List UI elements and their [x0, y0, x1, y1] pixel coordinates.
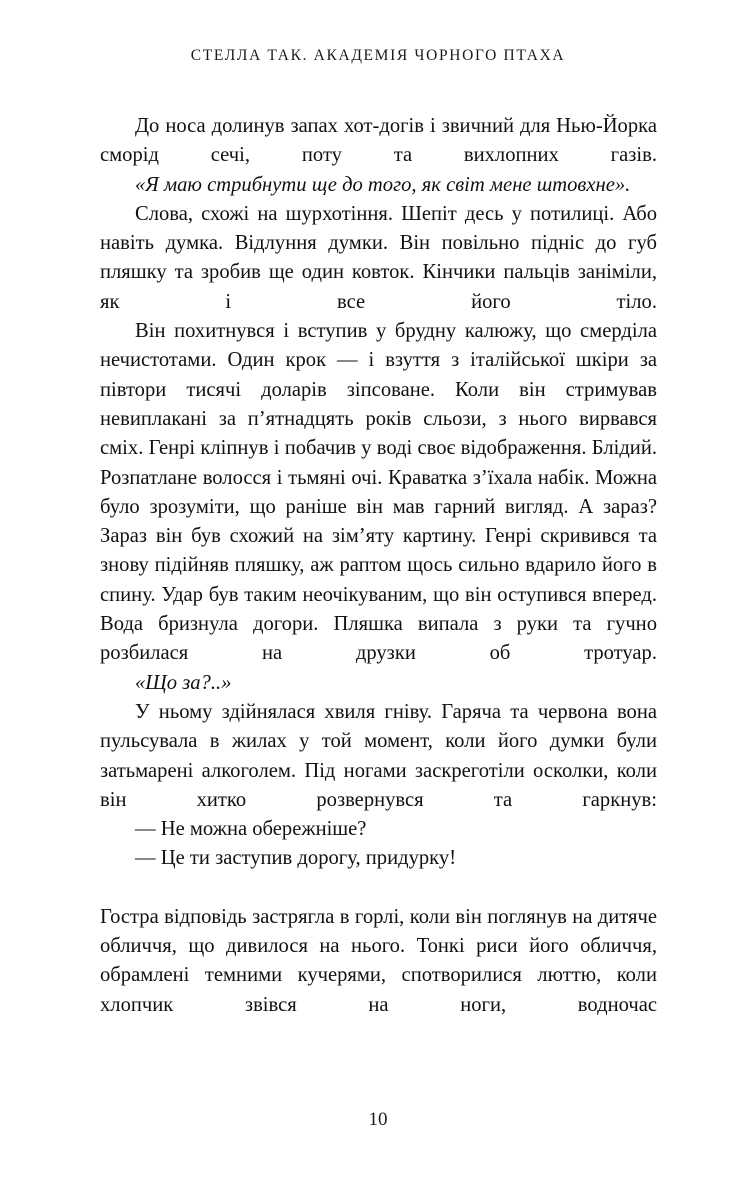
paragraph-4: Він похитнувся і вступив у брудну калюжу, що смерділа нечистотами. Один крок — і взуття з італійської шкіри за півтори тисячі доларів зіпсоване. Коли він стримував невиплакані за п’ятнадцять років сльози, з нього вирвався сміх. Генрі кліпнув і побачив у воді своє відображення. Блідий. Розпатлане волосся і тьмяні очі. Краватка з’їхала набік. Можна було зрозуміти, що раніше він мав гарний вигляд. А зараз? Зараз він був схожий на зім’яту картину. Генрі скривився та знову підійняв пляшку, аж раптом щось сильно вдарило його в спину. Удар був таким неочікуваним, що він оступився вперед. Вода бризнула догори. Пляшка випала з руки та гучно розбилася на друзки об тротуар.	[100, 320, 657, 665]
paragraph-6: У ньому здійнялася хвиля гніву. Гаряча та червона вона пульсувала в жилах у той момент, коли його думки були затьмарені алкоголем. Під ногами заскреготіли осколки, коли він хитко розвернувся та гаркнув:	[100, 700, 657, 811]
paragraph-3: Слова, схожі на шурхотіння. Шепіт десь у потилиці. Або навіть думка. Відлуння думки. Він повільно підніс до губ пляшку та зробив ще один ковток. Кінчики пальців заніміли, як і все його тіло.	[100, 202, 657, 313]
paragraph-5-thought-quote: «Що за?..»	[135, 671, 232, 694]
dialogue-line-1: — Не можна обережніше?	[135, 818, 367, 841]
section-break-gap	[100, 874, 657, 903]
paragraph-1: До носа долинув запах хот-догів і звичний для Нью-Йорка сморід сечі, поту та вихлопних газів.	[100, 115, 657, 167]
page-number: 10	[368, 1109, 388, 1130]
paragraph-2-thought-quote: «Я маю стрибнути ще до того, як світ мене штовхне».	[135, 173, 631, 196]
dialogue-line-2: — Це ти заступив дорогу, придурку!	[135, 847, 457, 870]
running-head: СТЕЛЛА ТАК. АКАДЕМІЯ ЧОРНОГО ПТАХА	[190, 47, 566, 64]
paragraph-7: Гостра відповідь застрягла в горлі, коли він поглянув на дитяче обличчя, що дивилося на нього. Тонкі риси його обличчя, обрамлені темними кучерями, спотворилися люттю, коли хлопчик звівся на ноги, водночас	[100, 905, 657, 1016]
body-text-block	[100, 112, 657, 1020]
